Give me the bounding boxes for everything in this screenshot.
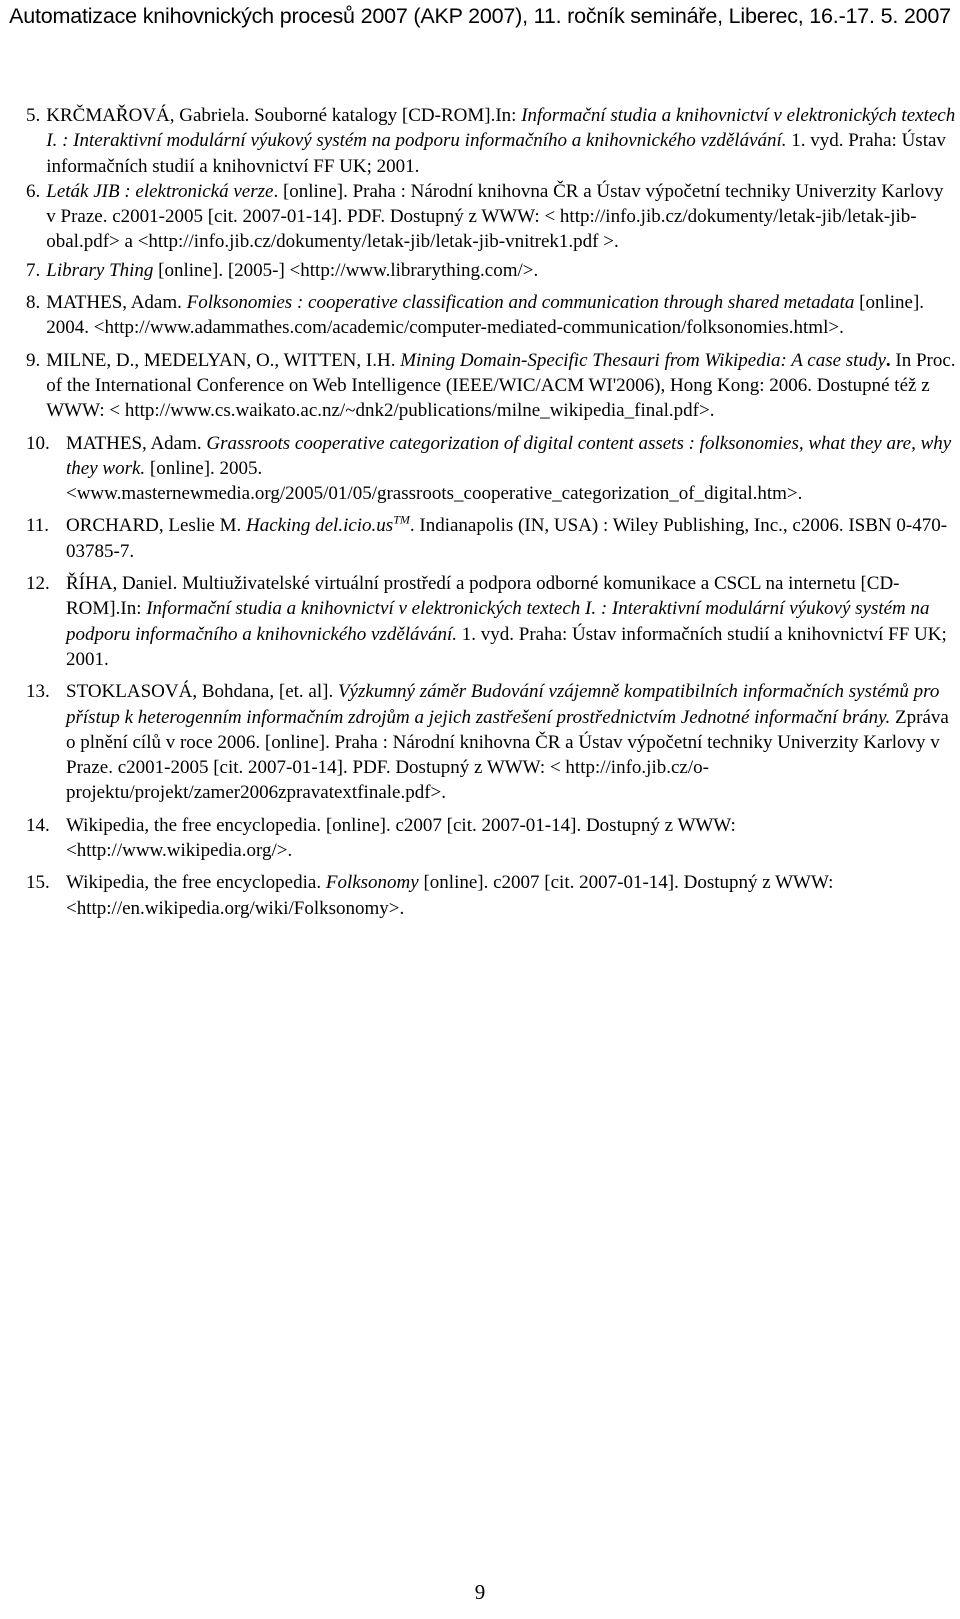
reference-segment: [online]. 2004. <http://www.adammathes.com/academic/computer-mediated-communication/folksonomies.html>. xyxy=(46,292,925,339)
reference-segment: 1. vyd. Praha: Ústav informačních studií a knihovnictví FF UK; 2001. xyxy=(66,623,947,670)
reference-segment: In Proc. of the International Conference on Web Intelligence (IEEE/WIC/ACM WI'2006), Hong Kong: 2006. Dostupné též z WWW: < http://www.cs.waikato.ac.nz/~dnk2/publications/milne_wikipedia_final.pdf>. xyxy=(46,349,956,422)
reference-number: 12. xyxy=(26,573,50,595)
reference-text xyxy=(66,870,956,921)
reference-text xyxy=(66,813,956,864)
reference-title: Informační studia a knihovnictví v elektronických textech I. : Interaktivní modulární výukový systém na podporu informačního a knihovnického vzdělávání. xyxy=(46,105,956,152)
reference-text xyxy=(46,179,956,255)
reference-segment: 1. vyd. Praha: Ústav informačních studií a knihovnictví FF UK; 2001. xyxy=(46,130,946,177)
reference-segment: . [online]. Praha : Národní knihovna ČR a Ústav výpočetní techniky Univerzity Karlovy v Praze. c2001-2005 [cit. 2007-01-14]. PDF. Dostupný z WWW: < http://info.jib.cz/dokumenty/letak-jib/letak-jib-obal.pdf> a <http://info.jib.cz/dokumenty/letak-jib/letak-jib-vnitrek1.pdf >. xyxy=(46,180,944,253)
reference-title: Grassroots cooperative categorization of digital content assets : folksonomies, what they are, why they work. xyxy=(66,432,952,479)
running-header: Automatizace knihovnických procesů 2007 (AKP 2007), 11. ročník semináře, Liberec, 16.-17. 5. 2007 xyxy=(9,4,951,28)
reference-title: Hacking del.icio.us xyxy=(245,515,394,537)
reference-segment: . xyxy=(885,349,891,371)
reference-segment: MATHES, Adam. xyxy=(46,292,187,314)
reference-item xyxy=(26,870,956,921)
reference-segment: [online]. [2005-] <http://www.librarything.com/>. xyxy=(153,259,539,281)
reference-title: Výzkumný záměr Budování vzájemně kompatibilních informačních systémů pro přístup k heterogenním informačním zdrojům a jejich zastřešení prostřednictvím Jednotné informační brány. xyxy=(66,681,940,728)
reference-segment: ORCHARD, Leslie M. xyxy=(66,515,246,537)
reference-segment: Wikipedia, the free encyclopedia. [online]. c2007 [cit. 2007-01-14]. Dostupný z WWW: <http://www.wikipedia.org/>. xyxy=(66,814,736,862)
reference-text xyxy=(46,258,956,283)
reference-item xyxy=(26,679,956,805)
reference-item xyxy=(26,431,956,507)
reference-text xyxy=(46,290,956,341)
reference-item xyxy=(26,348,956,424)
reference-number: 9. xyxy=(26,349,41,371)
reference-number: 11. xyxy=(26,515,50,537)
trademark-superscript: TM xyxy=(393,513,410,528)
reference-number: 7. xyxy=(26,259,41,281)
reference-number: 15. xyxy=(26,872,50,894)
reference-number: 13. xyxy=(26,681,50,703)
reference-segment: ŘÍHA, Daniel. Multiuživatelské virtuální prostředí a podpora odborné komunikace a CSCL na internetu [CD-ROM].In: xyxy=(66,573,900,620)
reference-segment: Zpráva o plnění cílů v roce 2006. [online]. Praha : Národní knihovna ČR a Ústav výpočetní techniky Univerzity Karlovy v Praze. c2001-2005 [cit. 2007-01-14]. PDF. Dostupný z WWW: < http://info.jib.cz/o-projektu/projekt/zamer2006zpravatextfinale.pdf>. xyxy=(66,706,949,804)
reference-text xyxy=(66,513,956,564)
reference-segment: [online]. 2005. <www.masternewmedia.org/2005/01/05/grassroots_cooperative_categorization_of_digital.htm>. xyxy=(66,457,803,505)
reference-number: 5. xyxy=(26,105,41,126)
reference-item xyxy=(26,513,956,564)
reference-segment: MILNE, D., MEDELYAN, O., WITTEN, I.H. xyxy=(46,349,401,371)
reference-title: Leták JIB : elektronická verze xyxy=(46,180,274,202)
reference-text xyxy=(46,348,956,424)
reference-item xyxy=(26,103,956,179)
reference-item xyxy=(26,571,956,672)
reference-title: Folksonomy xyxy=(325,872,419,894)
reference-segment: KRČMAŘOVÁ, Gabriela. Souborné katalogy [CD-ROM].In: xyxy=(46,105,522,126)
reference-segment: STOKLASOVÁ, Bohdana, [et. al]. xyxy=(66,681,338,703)
reference-item xyxy=(26,813,956,864)
reference-text xyxy=(46,103,956,179)
reference-title: Mining Domain-Specific Thesauri from Wikipedia: A case study xyxy=(400,349,886,371)
reference-text xyxy=(66,571,956,672)
reference-title: Informační studia a knihovnictví v elektronických textech I. : Interaktivní modulární výukový systém na podporu informačního a knihovnického vzdělávání. xyxy=(66,598,930,645)
reference-segment: MATHES, Adam. xyxy=(66,432,207,454)
reference-title: Library Thing xyxy=(46,259,154,281)
reference-number: 10. xyxy=(26,432,50,454)
reference-number: 14. xyxy=(26,814,50,836)
reference-list xyxy=(26,103,956,921)
reference-segment: Wikipedia, the free encyclopedia. xyxy=(66,872,326,894)
reference-item xyxy=(26,258,956,283)
reference-number: 6. xyxy=(26,180,41,202)
reference-title: Folksonomies : cooperative classification and communication through shared metadata xyxy=(186,292,855,314)
reference-number: 8. xyxy=(26,292,41,314)
reference-text xyxy=(66,431,956,507)
reference-item xyxy=(26,290,956,341)
reference-segment: [online]. c2007 [cit. 2007-01-14]. Dostupný z WWW: <http://en.wikipedia.org/wiki/Folksonomy>. xyxy=(66,872,834,919)
reference-text xyxy=(66,679,956,805)
reference-item xyxy=(26,179,956,255)
reference-segment: . Indianapolis (IN, USA) : Wiley Publishing, Inc., c2006. ISBN 0-470-03785-7. xyxy=(66,515,948,562)
page-number: 9 xyxy=(474,1580,486,1604)
